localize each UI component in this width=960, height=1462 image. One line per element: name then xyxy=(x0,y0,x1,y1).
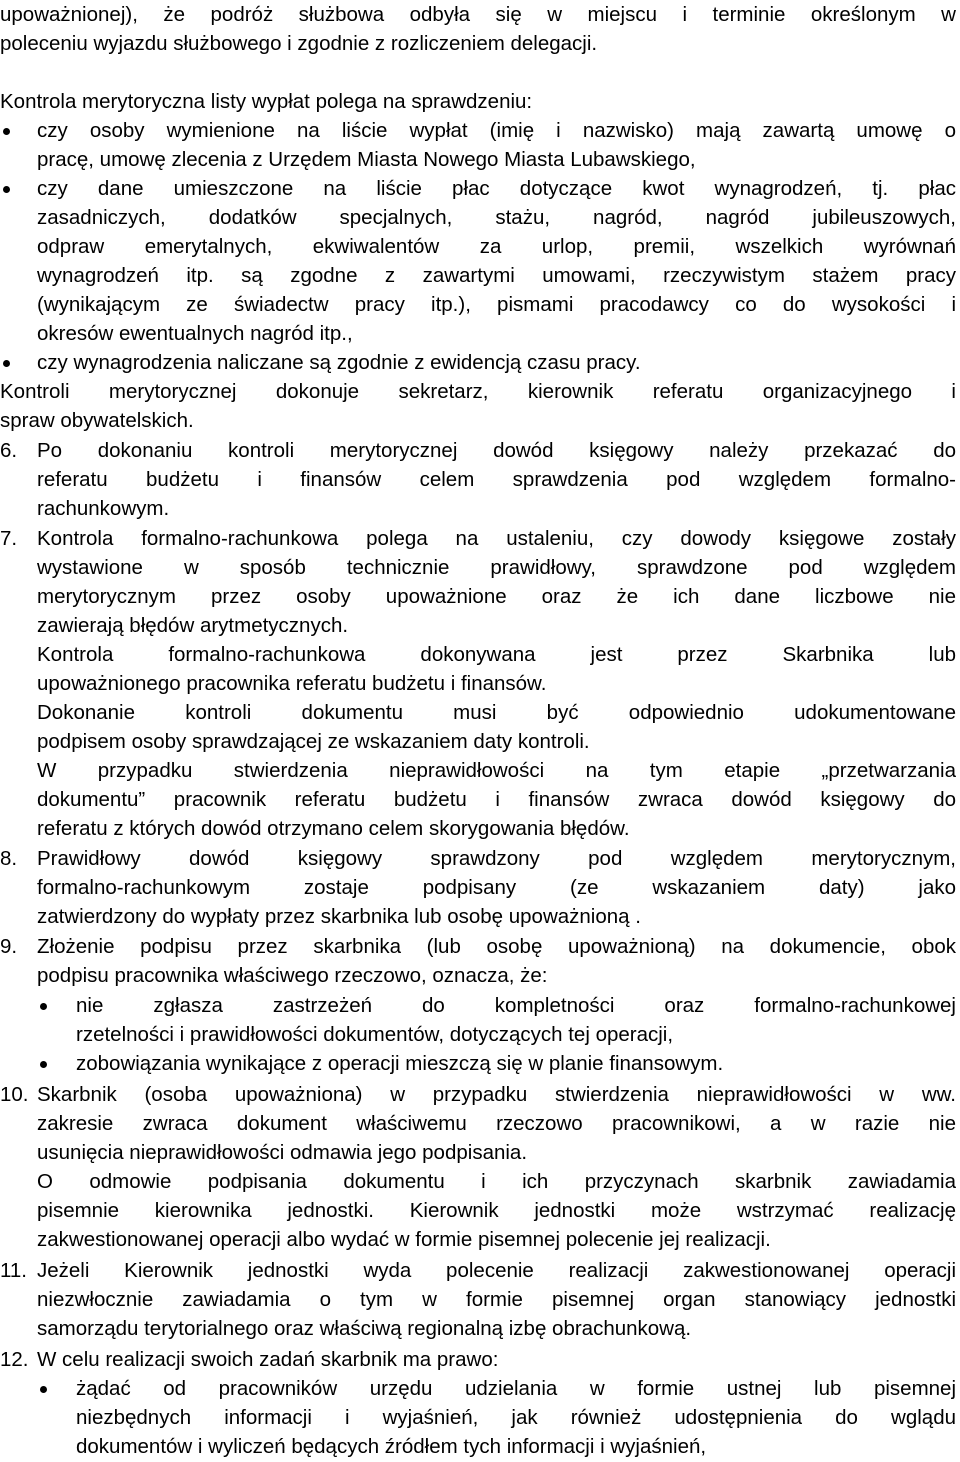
item-number: 7. xyxy=(0,527,18,550)
bullet-icon xyxy=(3,128,10,135)
text-line: (wynikającym ze świadectw pracy itp.), pismami pracodawcy co do wysokości i xyxy=(37,293,956,316)
text-line: W celu realizacji swoich zadań skarbnik ma prawo: xyxy=(37,1348,499,1371)
text-line: podpisem osoby sprawdzającej ze wskazaniem daty kontroli. xyxy=(37,730,590,753)
item-number: 11. xyxy=(0,1259,27,1282)
text-line: podpisu pracownika właściwego rzeczowo, oznacza, że: xyxy=(37,964,548,987)
text-line: W przypadku stwierdzenia nieprawidłowości na tym etapie „przetwarzania xyxy=(37,759,956,782)
text-line: wynagrodzeń itp. są zgodne z zawartymi umowami, rzeczywistym stażem pracy xyxy=(37,264,956,287)
bullet-icon xyxy=(3,186,10,193)
text-line: Prawidłowy dowód księgowy sprawdzony pod względem merytorycznym, xyxy=(37,847,956,870)
text-line: merytorycznym przez osoby upoważnione oraz że ich dane liczbowe nie xyxy=(37,585,956,608)
text-line: Kontroli merytorycznej dokonuje sekretarz, kierownik referatu organizacyjnego i xyxy=(0,380,956,403)
bullet-icon xyxy=(40,1003,47,1010)
text-line: Kontrola merytoryczna listy wypłat polega na sprawdzeniu: xyxy=(0,90,533,113)
text-line: samorządu terytorialnego oraz właściwą regionalną izbę obrachunkową. xyxy=(37,1317,692,1340)
text-line: rachunkowym. xyxy=(37,497,170,520)
item-number: 8. xyxy=(0,847,18,870)
text-line: Dokonanie kontroli dokumentu musi być odpowiednio udokumentowane xyxy=(37,701,956,724)
text-line: zakresie zwraca dokument właściwemu rzeczowo pracownikowi, a w razie nie xyxy=(37,1112,956,1135)
text-line: spraw obywatelskich. xyxy=(0,409,194,432)
text-line: żądać od pracowników urzędu udzielania w formie ustnej lub pisemnej xyxy=(76,1377,956,1400)
text-line: Skarbnik (osoba upoważniona) w przypadku stwierdzenia nieprawidłowości w ww. xyxy=(37,1083,956,1106)
text-line: upoważnionego pracownika referatu budżetu i finansów. xyxy=(37,672,547,695)
text-line: Jeżeli Kierownik jednostki wyda polecenie realizacji zakwestionowanej operacji xyxy=(37,1259,956,1282)
text-line: referatu z których dowód otrzymano celem skorygowania błędów. xyxy=(37,817,630,840)
item-number: 9. xyxy=(0,935,18,958)
bullet-icon xyxy=(40,1061,47,1068)
text-line: wystawione w sposób technicznie prawidłowy, sprawdzone pod względem xyxy=(37,556,956,579)
item-number: 10. xyxy=(0,1083,29,1106)
text-line: rzetelności i prawidłowości dokumentów, dotyczących tej operacji, xyxy=(76,1023,674,1046)
text-line: pracę, umowę zlecenia z Urzędem Miasta Nowego Miasta Lubawskiego, xyxy=(37,148,696,171)
text-line: dokumentu” pracownik referatu budżetu i finansów zwraca dowód księgowy do xyxy=(37,788,956,811)
text-line: zawierają błędów arytmetycznych. xyxy=(37,614,349,637)
text-line: pisemnie kierownika jednostki. Kierownik jednostki może wstrzymać realizację xyxy=(37,1199,956,1222)
text-line: poleceniu wyjazdu służbowego i zgodnie z rozliczeniem delegacji. xyxy=(0,32,598,55)
text-line: zatwierdzony do wypłaty przez skarbnika lub osobę upoważnioną . xyxy=(37,905,641,928)
text-line: O odmowie podpisania dokumentu i ich przyczynach skarbnik zawiadamia xyxy=(37,1170,956,1193)
text-line: zobowiązania wynikające z operacji mieszczą się w planie finansowym. xyxy=(76,1052,724,1075)
text-line: Kontrola formalno-rachunkowa polega na ustaleniu, czy dowody księgowe zostały xyxy=(37,527,956,550)
text-line: zasadniczych, dodatków specjalnych, stażu, nagród, nagród jubileuszowych, xyxy=(37,206,956,229)
text-line: okresów ewentualnych nagród itp., xyxy=(37,322,353,345)
text-line: odpraw emerytalnych, ekwiwalentów za urlop, premii, wszelkich wyrównań xyxy=(37,235,956,258)
text-line: formalno-rachunkowym zostaje podpisany (ze wskazaniem daty) jako xyxy=(37,876,956,899)
text-line: upoważnionej), że podróż służbowa odbyła się w miejscu i terminie określonym w xyxy=(0,3,956,26)
text-line: czy wynagrodzenia naliczane są zgodnie z ewidencją czasu pracy. xyxy=(37,351,641,374)
item-number: 6. xyxy=(0,439,18,462)
text-line: czy dane umieszczone na liście płac dotyczące kwot wynagrodzeń, tj. płac xyxy=(37,177,956,200)
bullet-icon xyxy=(3,360,10,367)
text-line: referatu budżetu i finansów celem sprawdzenia pod względem formalno- xyxy=(37,468,956,491)
text-line: niezbędnych informacji i wyjaśnień, jak również udostępnienia do wglądu xyxy=(76,1406,956,1429)
text-line: dokumentów i wyliczeń będących źródłem tych informacji i wyjaśnień, xyxy=(76,1435,707,1458)
text-line: niezwłocznie zawiadamia o tym w formie pisemnej organ stanowiący jednostki xyxy=(37,1288,956,1311)
text-line: nie zgłasza zastrzeżeń do kompletności oraz formalno-rachunkowej xyxy=(76,994,956,1017)
text-line: zakwestionowanej operacji albo wydać w formie pisemnej polecenie jej realizacji. xyxy=(37,1228,771,1251)
bullet-icon xyxy=(40,1386,47,1393)
item-number: 12. xyxy=(0,1348,29,1371)
text-line: czy osoby wymienione na liście wypłat (imię i nazwisko) mają zawartą umowę o xyxy=(37,119,956,142)
text-line: usunięcia nieprawidłowości odmawia jego podpisania. xyxy=(37,1141,528,1164)
text-line: Złożenie podpisu przez skarbnika (lub osobę upoważnioną) na dokumencie, obok xyxy=(37,935,956,958)
text-line: Kontrola formalno-rachunkowa dokonywana jest przez Skarbnika lub xyxy=(37,643,956,666)
text-line: Po dokonaniu kontroli merytorycznej dowód księgowy należy przekazać do xyxy=(37,439,956,462)
